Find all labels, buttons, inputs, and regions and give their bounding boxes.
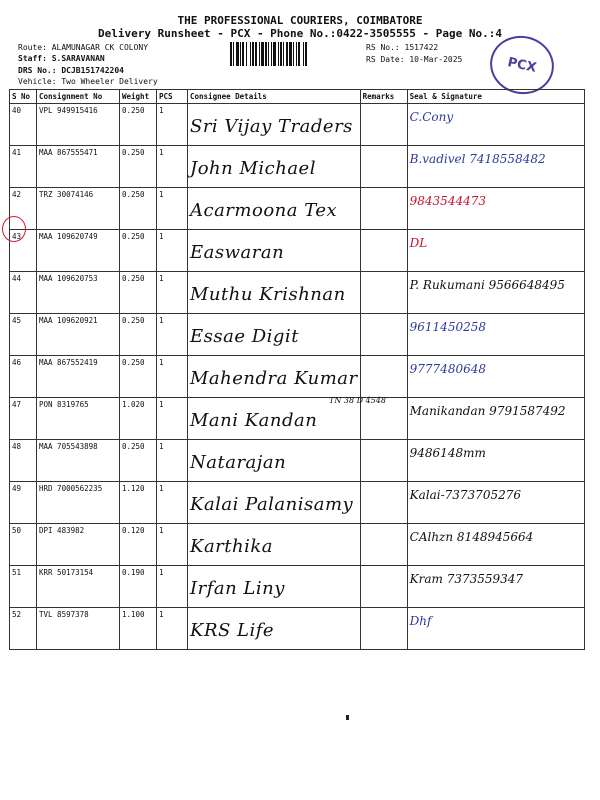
- table-row: [10, 104, 585, 146]
- handwritten-signature: 9843544473: [409, 194, 486, 208]
- col-consignment: Consignment No: [37, 90, 120, 104]
- cell-pcs: 1: [157, 440, 188, 482]
- staff-label: Staff:: [18, 54, 52, 63]
- cell-signature: [407, 566, 584, 608]
- cell-consignee: [188, 272, 361, 314]
- cell-remarks: [360, 188, 407, 230]
- vehicle-label: Vehicle: Two Wheeler Delivery: [18, 77, 158, 86]
- cell-weight: 0.250: [120, 314, 157, 356]
- table-header-row: [10, 90, 585, 104]
- cell-consignment: VPL 949915416: [37, 104, 120, 146]
- cell-consignment: TVL 8597378: [37, 608, 120, 650]
- handwritten-signature: P. Rukumani 9566648495: [409, 278, 565, 292]
- handwritten-consignee: Mani Kandan: [190, 410, 318, 431]
- cell-pcs: 1: [157, 146, 188, 188]
- cell-weight: 0.250: [120, 440, 157, 482]
- col-consignee: Consignee Details: [188, 90, 361, 104]
- row-47-vehicle-note: TN 38 D 4548: [329, 396, 386, 405]
- handwritten-signature: B.vadivel 7418558482: [409, 152, 546, 166]
- cell-pcs: 1: [157, 608, 188, 650]
- cell-consignment: PON 8319765: [37, 398, 120, 440]
- handwritten-signature: Manikandan 9791587492: [409, 404, 566, 418]
- cell-remarks: [360, 608, 407, 650]
- handwritten-signature: Dhf: [409, 614, 432, 628]
- cell-pcs: 1: [157, 482, 188, 524]
- cell-weight: 0.250: [120, 356, 157, 398]
- cell-remarks: [360, 104, 407, 146]
- cell-consignee: [188, 188, 361, 230]
- cell-signature: [407, 188, 584, 230]
- cell-remarks: [360, 272, 407, 314]
- col-weight: Weight: [120, 90, 157, 104]
- cell-consignment: TRZ 30074146: [37, 188, 120, 230]
- cell-signature: [407, 398, 584, 440]
- handwritten-consignee: Muthu Krishnan: [190, 284, 346, 305]
- cell-sno: 46: [10, 356, 37, 398]
- cell-signature: [407, 482, 584, 524]
- handwritten-consignee: John Michael: [190, 158, 316, 179]
- cell-weight: 1.020: [120, 398, 157, 440]
- cell-remarks: [360, 482, 407, 524]
- cell-weight: 0.250: [120, 104, 157, 146]
- route-label: Route: ALAMUNAGAR CK COLONY: [18, 43, 149, 52]
- handwritten-consignee: Karthika: [190, 536, 274, 557]
- cell-consignment: DPI 483982: [37, 524, 120, 566]
- table-row: [10, 566, 585, 608]
- cell-consignee: [188, 440, 361, 482]
- cell-signature: [407, 440, 584, 482]
- cell-sno: 51: [10, 566, 37, 608]
- col-sno: S No: [10, 90, 37, 104]
- handwritten-signature: C.Cony: [409, 110, 454, 124]
- cell-consignee: [188, 608, 361, 650]
- cell-weight: 0.250: [120, 272, 157, 314]
- cell-remarks: [360, 230, 407, 272]
- handwritten-consignee: Natarajan: [190, 452, 287, 473]
- runsheet-table: [9, 89, 585, 650]
- table-row: [10, 398, 585, 440]
- ink-mark: [346, 715, 349, 720]
- handwritten-signature: Kalai-7373705276: [409, 488, 521, 502]
- cell-consignment: MAA 109620749: [37, 230, 120, 272]
- handwritten-signature: DL: [409, 236, 428, 250]
- handwritten-consignee: Easwaran: [190, 242, 285, 263]
- handwritten-consignee: Irfan Liny: [190, 578, 285, 599]
- table-row: [10, 272, 585, 314]
- cell-remarks: [360, 566, 407, 608]
- drs-line: [18, 66, 124, 75]
- cell-sno: 42: [10, 188, 37, 230]
- col-pcs: PCS: [157, 90, 188, 104]
- cell-pcs: 1: [157, 188, 188, 230]
- handwritten-signature: CAlhzn 8148945664: [409, 530, 534, 544]
- cell-signature: [407, 104, 584, 146]
- table-row: [10, 608, 585, 650]
- cell-consignee: [188, 566, 361, 608]
- drs-label: DRS No.:: [18, 66, 62, 75]
- cell-signature: [407, 314, 584, 356]
- cell-signature: [407, 608, 584, 650]
- table-row: [10, 440, 585, 482]
- pcx-stamp: PCX: [485, 30, 560, 100]
- handwritten-consignee: Essae Digit: [190, 326, 299, 347]
- cell-sno: 41: [10, 146, 37, 188]
- cell-sno: 50: [10, 524, 37, 566]
- cell-pcs: 1: [157, 356, 188, 398]
- cell-weight: 0.250: [120, 188, 157, 230]
- runsheet-title: Delivery Runsheet - PCX - Phone No.:0422-3505555 - Page No.:4: [98, 27, 502, 40]
- table-row: [10, 188, 585, 230]
- cell-sno: 43: [10, 230, 37, 272]
- cell-pcs: 1: [157, 104, 188, 146]
- cell-consignment: MAA 109620753: [37, 272, 120, 314]
- cell-consignee: [188, 314, 361, 356]
- cell-pcs: 1: [157, 566, 188, 608]
- handwritten-signature: 9777480648: [409, 362, 486, 376]
- cell-signature: [407, 356, 584, 398]
- cell-signature: [407, 146, 584, 188]
- cell-sno: 45: [10, 314, 37, 356]
- handwritten-consignee: Sri Vijay Traders: [190, 116, 353, 137]
- cell-sno: 40: [10, 104, 37, 146]
- rs-date: RS Date: 10-Mar-2025: [366, 55, 463, 64]
- handwritten-signature: 9611450258: [409, 320, 486, 334]
- cell-sno: 44: [10, 272, 37, 314]
- row-43-circle-mark: [2, 216, 26, 242]
- cell-pcs: 1: [157, 524, 188, 566]
- col-signature: Seal & Signature: [407, 90, 584, 104]
- cell-sno: 49: [10, 482, 37, 524]
- handwritten-consignee: KRS Life: [190, 620, 275, 641]
- cell-consignment: MAA 867552419: [37, 356, 120, 398]
- col-remarks: Remarks: [360, 90, 407, 104]
- staff-name: S.SARAVANAN: [51, 54, 105, 63]
- table-row: [10, 146, 585, 188]
- handwritten-consignee: Kalai Palanisamy: [190, 494, 354, 515]
- handwritten-consignee: Mahendra Kumar: [190, 368, 358, 389]
- cell-sno: 52: [10, 608, 37, 650]
- table-row: [10, 314, 585, 356]
- staff-line: [18, 54, 105, 63]
- cell-weight: 0.250: [120, 230, 157, 272]
- cell-signature: [407, 524, 584, 566]
- cell-consignee: [188, 104, 361, 146]
- cell-weight: 0.190: [120, 566, 157, 608]
- rs-number: RS No.: 1517422: [366, 43, 439, 52]
- cell-consignee: [188, 146, 361, 188]
- cell-signature: [407, 272, 584, 314]
- cell-pcs: 1: [157, 272, 188, 314]
- cell-remarks: [360, 146, 407, 188]
- cell-remarks: [360, 314, 407, 356]
- table-row: [10, 356, 585, 398]
- cell-weight: 1.100: [120, 608, 157, 650]
- cell-weight: 0.120: [120, 524, 157, 566]
- cell-consignment: KRR 50173154: [37, 566, 120, 608]
- handwritten-signature: Kram 7373559347: [409, 572, 524, 586]
- cell-consignee: [188, 356, 361, 398]
- cell-consignee: [188, 482, 361, 524]
- handwritten-consignee: Acarmoona Tex: [190, 200, 338, 221]
- cell-consignee: [188, 230, 361, 272]
- cell-sno: 47: [10, 398, 37, 440]
- cell-consignee: [188, 524, 361, 566]
- cell-weight: 1.120: [120, 482, 157, 524]
- cell-pcs: 1: [157, 314, 188, 356]
- cell-sno: 48: [10, 440, 37, 482]
- table-row: [10, 230, 585, 272]
- cell-remarks: [360, 356, 407, 398]
- table-row: [10, 524, 585, 566]
- table-row: [10, 482, 585, 524]
- cell-consignment: MAA 705543898: [37, 440, 120, 482]
- drs-number: DCJB151742204: [61, 66, 124, 75]
- cell-pcs: 1: [157, 230, 188, 272]
- cell-weight: 0.250: [120, 146, 157, 188]
- cell-consignment: MAA 109620921: [37, 314, 120, 356]
- cell-pcs: 1: [157, 398, 188, 440]
- cell-remarks: [360, 524, 407, 566]
- handwritten-signature: 9486148mm: [409, 446, 486, 460]
- barcode: [230, 42, 358, 66]
- company-title: THE PROFESSIONAL COURIERS, COIMBATORE: [177, 14, 423, 27]
- cell-signature: [407, 230, 584, 272]
- cell-consignment: MAA 867555471: [37, 146, 120, 188]
- barcode-bar: [307, 42, 308, 66]
- cell-consignment: HRD 7000562235: [37, 482, 120, 524]
- cell-remarks: [360, 440, 407, 482]
